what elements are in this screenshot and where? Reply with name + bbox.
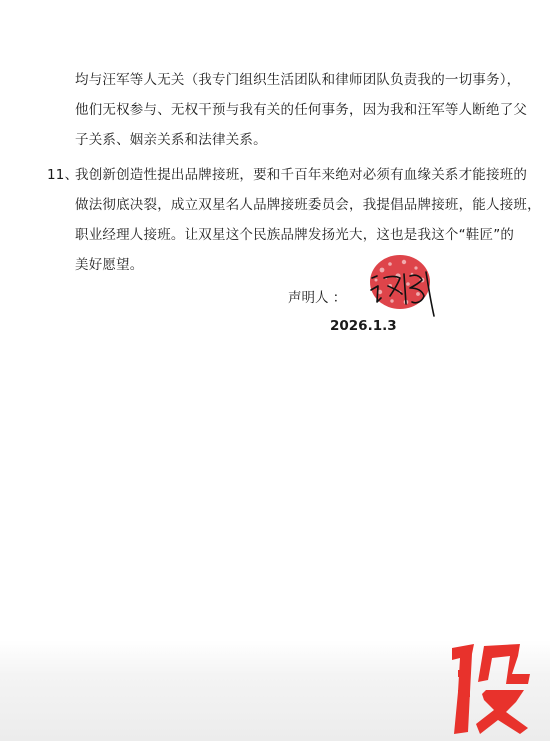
signature-icon (368, 264, 448, 322)
text-line-3: 子关系、姻亲关系和法律关系。 (75, 132, 267, 148)
text-line-2: 他们无权参与、无权干预与我有关的任何事务，因为我和汪军等人断绝了父 (75, 102, 528, 118)
item-11-line-2: 做法彻底决裂，成立双星名人品牌接班委员会，我提倡品牌接班，能人接班， (75, 197, 541, 213)
item-11-line-1: 我创新创造性提出品牌接班，要和千百年来绝对必须有血缘关系才能接班的 (75, 167, 528, 183)
declaration-date: 2026.1.3 (330, 318, 397, 334)
item-11-line-4: 美好愿望。 (75, 257, 144, 273)
item-11-line-3: 职业经理人接班。让双星这个民族品牌发扬光大，这也是我这个“鞋匠”的 (75, 227, 515, 243)
stock-watermark-logo-icon (446, 640, 532, 736)
item-11-number: 11、 (47, 167, 79, 183)
declarant-label: 声明人 ： (288, 290, 347, 306)
text-line-1: 均与汪军等人无关（我专门组织生活团队和律师团队负责我的一切事务）， (75, 72, 521, 88)
